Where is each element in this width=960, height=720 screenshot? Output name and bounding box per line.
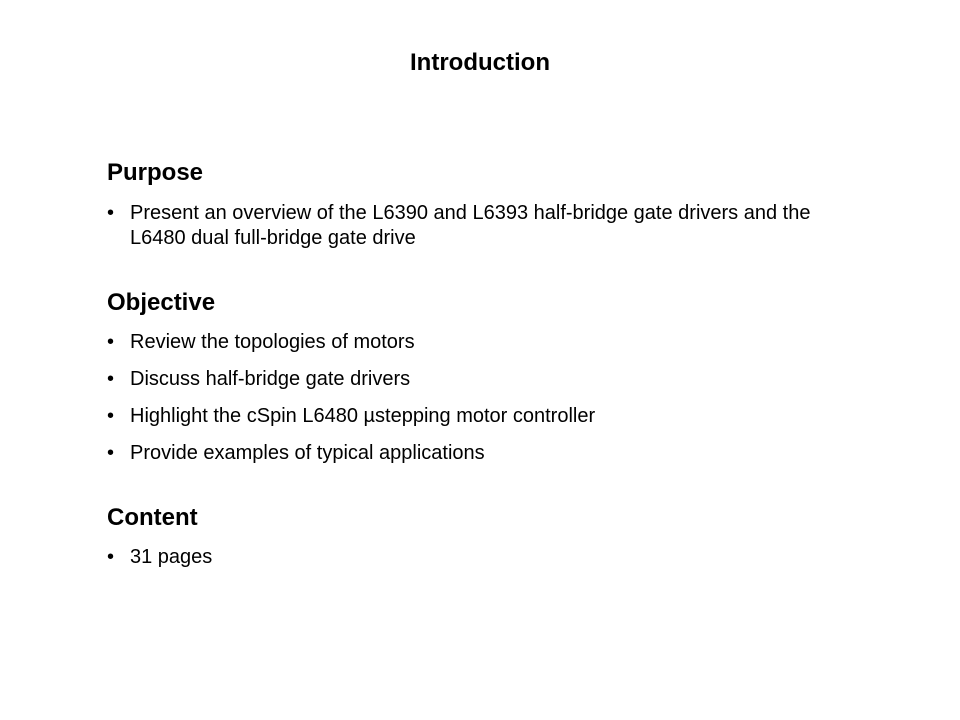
objective-bullet: • Discuss half-bridge gate drivers xyxy=(107,367,847,392)
purpose-bullet: • Present an overview of the L6390 and L6393 half-bridge gate drivers and the L6480 dual full-bridge gate drive xyxy=(107,201,847,251)
objective-bullet-list xyxy=(107,330,847,466)
purpose-section xyxy=(107,158,847,251)
objective-bullet: • Provide examples of typical applications xyxy=(107,441,847,466)
objective-heading: Objective xyxy=(107,289,216,316)
objective-bullet: • Highlight the cSpin L6480 µstepping motor controller xyxy=(107,404,847,429)
slide-title: Introduction xyxy=(410,49,550,76)
content-section xyxy=(107,503,847,570)
objective-bullet: • Review the topologies of motors xyxy=(107,330,847,355)
content-bullet: • 31 pages xyxy=(107,545,847,570)
content-heading: Content xyxy=(107,504,198,531)
purpose-bullet-list xyxy=(107,201,847,251)
objective-section xyxy=(107,288,847,466)
purpose-heading: Purpose xyxy=(107,159,204,186)
content-bullet-list xyxy=(107,545,847,570)
